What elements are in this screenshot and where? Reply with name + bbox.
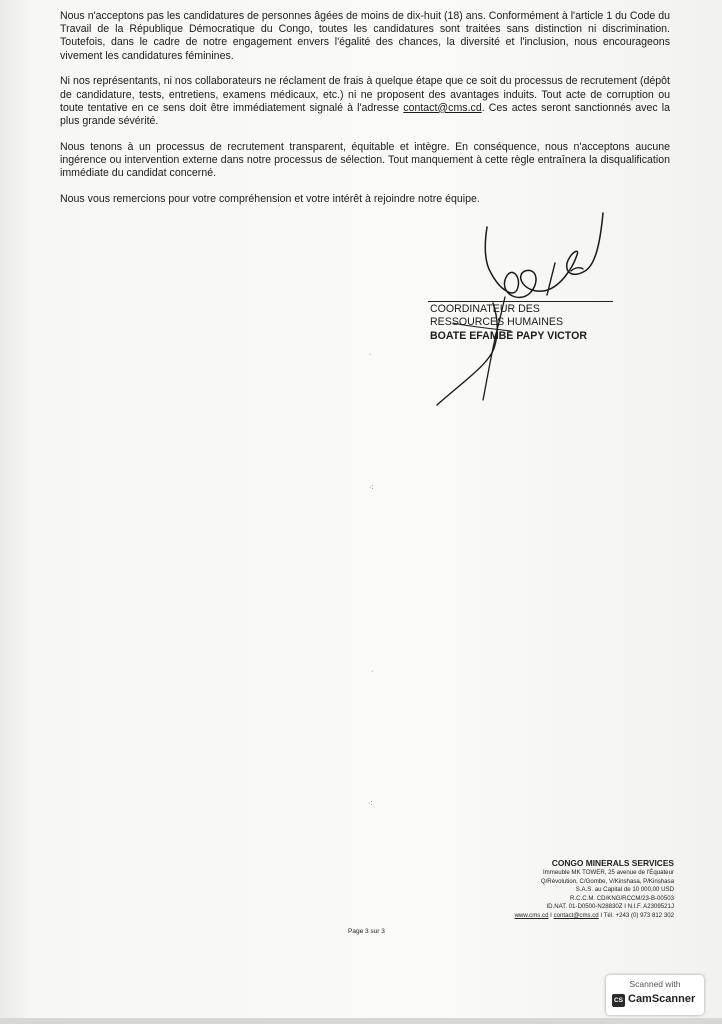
camscanner-logo-icon: CS bbox=[612, 994, 625, 1007]
company-name: CONGO MINERALS SERVICES bbox=[551, 858, 674, 868]
company-locality: Q/Révolution, C/Gombe, V/Kinshasa, P/Kinshasa bbox=[540, 877, 674, 885]
company-idnat: ID.NAT. 01-D0500-N28830Z I N.I.F. A2309521J bbox=[546, 903, 674, 910]
signatory-title-1: COORDINATEUR DES bbox=[430, 303, 540, 315]
letter-body bbox=[60, 10, 670, 218]
paragraph-age-policy: Nous n'acceptons pas les candidatures de personnes âgées de moins de dix-huit (18) ans. Conformément à l'article 1 du Code du Travail de la République Démocratique du Congo, toutes les candidatures sont traitées sans distinction ni discrimination. Toutefois, dans le cadre de notre engagement envers l'égalité des chances, la diversité et l'inclusion, nous encourageons vivement les candidatures féminines. bbox=[60, 10, 670, 62]
signatory-title-2: RESSOURCES HUMAINES bbox=[430, 316, 564, 329]
company-phone: Tél. +243 (0) 973 812 302 bbox=[603, 911, 674, 919]
scan-speck: ·: bbox=[368, 800, 373, 807]
camscanner-badge bbox=[606, 975, 704, 1015]
paragraph-no-fees-end: . Ces actes seront sanctionnés avec la plus grande sévérité. bbox=[60, 101, 670, 127]
scan-bottom-edge bbox=[0, 1018, 722, 1024]
contact-email-link[interactable]: contact@cms.cd bbox=[403, 101, 482, 114]
paragraph-no-fees bbox=[60, 75, 670, 128]
paragraph-thanks: Nous vous remercions pour votre compréhension et votre intérêt à rejoindre notre équipe. bbox=[60, 192, 480, 205]
company-footer bbox=[515, 858, 674, 920]
camscanner-brand: CamScanner bbox=[628, 993, 696, 1005]
scan-speck: ·: bbox=[369, 484, 374, 491]
paragraph-transparency: Nous tenons à un processus de recrutement transparent, équitable et intègre. En conséquence, nous n'acceptons aucune ingérence ou intervention externe dans notre processus de sélection. Tout manquement à cette règle entraînera la disqualification immédiate du candidat concerné. bbox=[60, 140, 670, 180]
company-website-link[interactable]: www.cms.cd bbox=[514, 911, 549, 919]
scanned-with-label: Scanned with bbox=[629, 979, 681, 989]
company-capital: S.A.S. au Capital de 10 000,00 USD bbox=[575, 886, 674, 893]
company-rccm: R.C.C.M. CD/KNG/RCCM/23-B-00503 bbox=[570, 894, 674, 902]
company-email-link[interactable]: contact@cms.cd bbox=[553, 911, 599, 919]
page-number: Page 3 sur 3 bbox=[348, 928, 385, 935]
company-contacts: www.cms.cd I contact@cms.cd I Tél. +243 (0) 973 812 302 bbox=[514, 911, 674, 919]
company-address: Immeuble MK TOWER, 25 avenue de l'Équateur bbox=[542, 869, 674, 876]
scan-speck: · bbox=[369, 351, 372, 358]
paragraph-no-fees-text: Ni nos représentants, ni nos collaborateurs ne réclament de frais à quelque étape que ce soit du processus de recrutement (dépôt de candidature, tests, entretiens, examens médicaux, etc.) ni ne proposent des avantages induits. Tout acte de corruption ou toute tentative en ce sens doit être immédiatement signalé à l'adresse bbox=[60, 75, 670, 114]
handwritten-signature bbox=[425, 205, 625, 410]
signatory-name: BOATE EFAMBE PAPY VICTOR bbox=[430, 329, 587, 342]
scan-speck: · bbox=[371, 668, 374, 675]
